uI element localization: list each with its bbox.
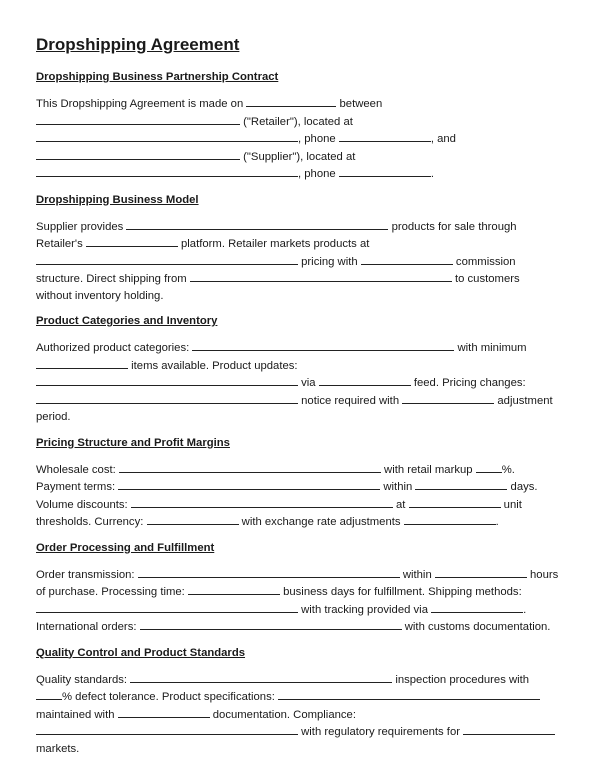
paragraph-line — [36, 218, 568, 236]
fill-in-blank[interactable] — [36, 357, 128, 369]
text-run: hours — [526, 568, 559, 581]
fill-in-blank[interactable] — [130, 671, 392, 683]
text-run: commission — [452, 255, 516, 268]
fill-in-blank[interactable] — [36, 723, 298, 735]
text-run: with retail markup — [380, 463, 476, 476]
text-run: . — [495, 516, 499, 528]
text-run: Wholesale cost: — [36, 463, 119, 476]
text-run: This Dropshipping Agreement is made on — [36, 98, 247, 110]
text-run: with customs documentation. — [401, 621, 551, 633]
section-paragraph — [36, 566, 568, 636]
text-run: at — [392, 498, 409, 511]
text-run: with minimum — [454, 342, 527, 354]
paragraph-line — [36, 148, 568, 166]
section-heading: Order Processing and Fulfillment — [36, 541, 215, 554]
fill-in-blank[interactable] — [339, 165, 431, 177]
text-run: products for sale through — [388, 220, 517, 233]
text-run: % defect tolerance. Product specifications: — [62, 691, 279, 703]
text-run: inspection procedures with — [392, 673, 530, 686]
text-run: documentation. Compliance: — [209, 708, 356, 721]
text-run: business days for fulfillment. Shipping methods: — [279, 586, 522, 598]
fill-in-blank[interactable] — [339, 130, 431, 142]
text-run: unit — [500, 498, 522, 511]
section-heading: Dropshipping Business Partnership Contract — [36, 71, 279, 83]
paragraph-line — [36, 253, 568, 271]
section-5 — [36, 646, 568, 758]
text-run: , phone — [298, 133, 339, 145]
text-run: Quality standards: — [36, 673, 131, 686]
paragraph-line — [36, 513, 568, 531]
fill-in-blank[interactable] — [36, 113, 240, 125]
text-run: within — [380, 481, 416, 493]
paragraph-line — [36, 288, 568, 305]
fill-in-blank[interactable] — [402, 392, 494, 404]
fill-in-blank[interactable] — [140, 618, 402, 630]
fill-in-blank[interactable] — [36, 392, 298, 404]
text-run: Order transmission: — [36, 568, 138, 581]
text-run: period. — [36, 411, 71, 423]
fill-in-blank[interactable] — [319, 374, 411, 386]
fill-in-blank[interactable] — [190, 270, 452, 282]
fill-in-blank[interactable] — [361, 253, 453, 265]
fill-in-blank[interactable] — [36, 688, 62, 700]
text-run: structure. Direct shipping from — [36, 273, 190, 285]
section-3 — [36, 436, 568, 531]
section-paragraph — [36, 461, 568, 531]
text-run: Supplier provides — [36, 220, 127, 233]
text-run: items available. Product updates: — [128, 359, 298, 372]
paragraph-line — [36, 113, 568, 131]
text-run: with tracking provided via — [298, 603, 432, 616]
fill-in-blank[interactable] — [131, 496, 393, 508]
text-run: of purchase. Processing time: — [36, 586, 188, 598]
paragraph-line — [36, 130, 568, 148]
fill-in-blank[interactable] — [86, 235, 178, 247]
section-heading: Dropshipping Business Model — [36, 193, 199, 206]
fill-in-blank[interactable] — [36, 601, 298, 613]
paragraph-line — [36, 496, 568, 514]
text-run: platform. Retailer markets products at — [177, 238, 370, 250]
paragraph-line — [36, 723, 568, 741]
section-1 — [36, 193, 568, 305]
paragraph-line — [36, 706, 568, 724]
text-run: Retailer's — [36, 238, 86, 250]
fill-in-blank[interactable] — [192, 339, 454, 351]
text-run: pricing with — [298, 255, 361, 268]
section-heading: Pricing Structure and Profit Margins — [36, 436, 230, 449]
fill-in-blank[interactable] — [118, 478, 380, 490]
fill-in-blank[interactable] — [463, 723, 555, 735]
section-heading: Quality Control and Product Standards — [36, 646, 246, 659]
section-paragraph — [36, 95, 568, 183]
section-0 — [36, 70, 568, 183]
paragraph-line — [36, 601, 568, 619]
paragraph-line — [36, 688, 568, 706]
fill-in-blank[interactable] — [36, 374, 298, 386]
fill-in-blank[interactable] — [147, 513, 239, 525]
text-run: , phone — [298, 168, 339, 180]
fill-in-blank[interactable] — [415, 478, 507, 490]
paragraph-line — [36, 461, 568, 479]
text-run: notice required with — [298, 394, 403, 407]
paragraph-line — [36, 270, 568, 288]
text-run: between — [336, 98, 383, 110]
paragraph-line — [36, 618, 568, 636]
section-paragraph — [36, 339, 568, 426]
paragraph-line — [36, 339, 568, 357]
text-run: ("Supplier"), located at — [240, 150, 356, 163]
text-run: . — [523, 603, 527, 616]
text-run: Payment terms: — [36, 481, 119, 493]
paragraph-line — [36, 566, 568, 584]
fill-in-blank[interactable] — [404, 513, 496, 525]
text-run: without inventory holding. — [36, 289, 164, 302]
text-run: within — [399, 568, 435, 581]
fill-in-blank[interactable] — [431, 601, 523, 613]
fill-in-blank[interactable] — [36, 165, 298, 177]
section-heading: Product Categories and Inventory — [36, 315, 218, 327]
text-run: maintained with — [36, 708, 118, 721]
fill-in-blank[interactable] — [36, 253, 298, 265]
paragraph-line — [36, 409, 568, 426]
fill-in-blank[interactable] — [118, 706, 210, 718]
fill-in-blank[interactable] — [36, 130, 298, 142]
fill-in-blank[interactable] — [435, 566, 527, 578]
text-run: with exchange rate adjustments — [238, 516, 404, 528]
text-run: feed. Pricing changes: — [410, 377, 526, 389]
text-run: ("Retailer"), located at — [240, 115, 353, 128]
paragraph-line — [36, 392, 568, 410]
text-run: International orders: — [36, 621, 140, 633]
fill-in-blank[interactable] — [36, 148, 240, 160]
text-run: adjustment — [494, 394, 553, 407]
paragraph-line — [36, 478, 568, 496]
paragraph-line — [36, 741, 568, 758]
fill-in-blank[interactable] — [126, 218, 388, 230]
paragraph-line — [36, 671, 568, 689]
fill-in-blank[interactable] — [188, 583, 280, 595]
fill-in-blank[interactable] — [138, 566, 400, 578]
paragraph-line — [36, 374, 568, 392]
document-body — [36, 70, 568, 757]
text-run: markets. — [36, 742, 80, 755]
fill-in-blank[interactable] — [476, 461, 502, 473]
text-run: to customers — [451, 273, 520, 285]
text-run: days. — [507, 481, 538, 493]
fill-in-blank[interactable] — [409, 496, 501, 508]
fill-in-blank[interactable] — [119, 461, 381, 473]
section-4 — [36, 541, 568, 636]
text-run: via — [298, 377, 319, 389]
text-run: , and — [430, 133, 456, 145]
paragraph-line — [36, 95, 568, 113]
paragraph-line — [36, 357, 568, 375]
section-2 — [36, 314, 568, 426]
text-run: with regulatory requirements for — [298, 726, 464, 738]
document-title: Dropshipping Agreement — [36, 35, 240, 54]
section-paragraph — [36, 671, 568, 758]
text-run: %. — [501, 463, 515, 476]
text-run: thresholds. Currency: — [36, 516, 147, 528]
text-run: Authorized product categories: — [36, 342, 193, 354]
paragraph-line — [36, 583, 568, 601]
paragraph-line — [36, 165, 568, 183]
paragraph-line — [36, 235, 568, 253]
text-run: . — [430, 168, 434, 180]
fill-in-blank[interactable] — [278, 688, 540, 700]
fill-in-blank[interactable] — [246, 95, 336, 107]
text-run: Volume discounts: — [36, 498, 131, 511]
section-paragraph — [36, 218, 568, 305]
